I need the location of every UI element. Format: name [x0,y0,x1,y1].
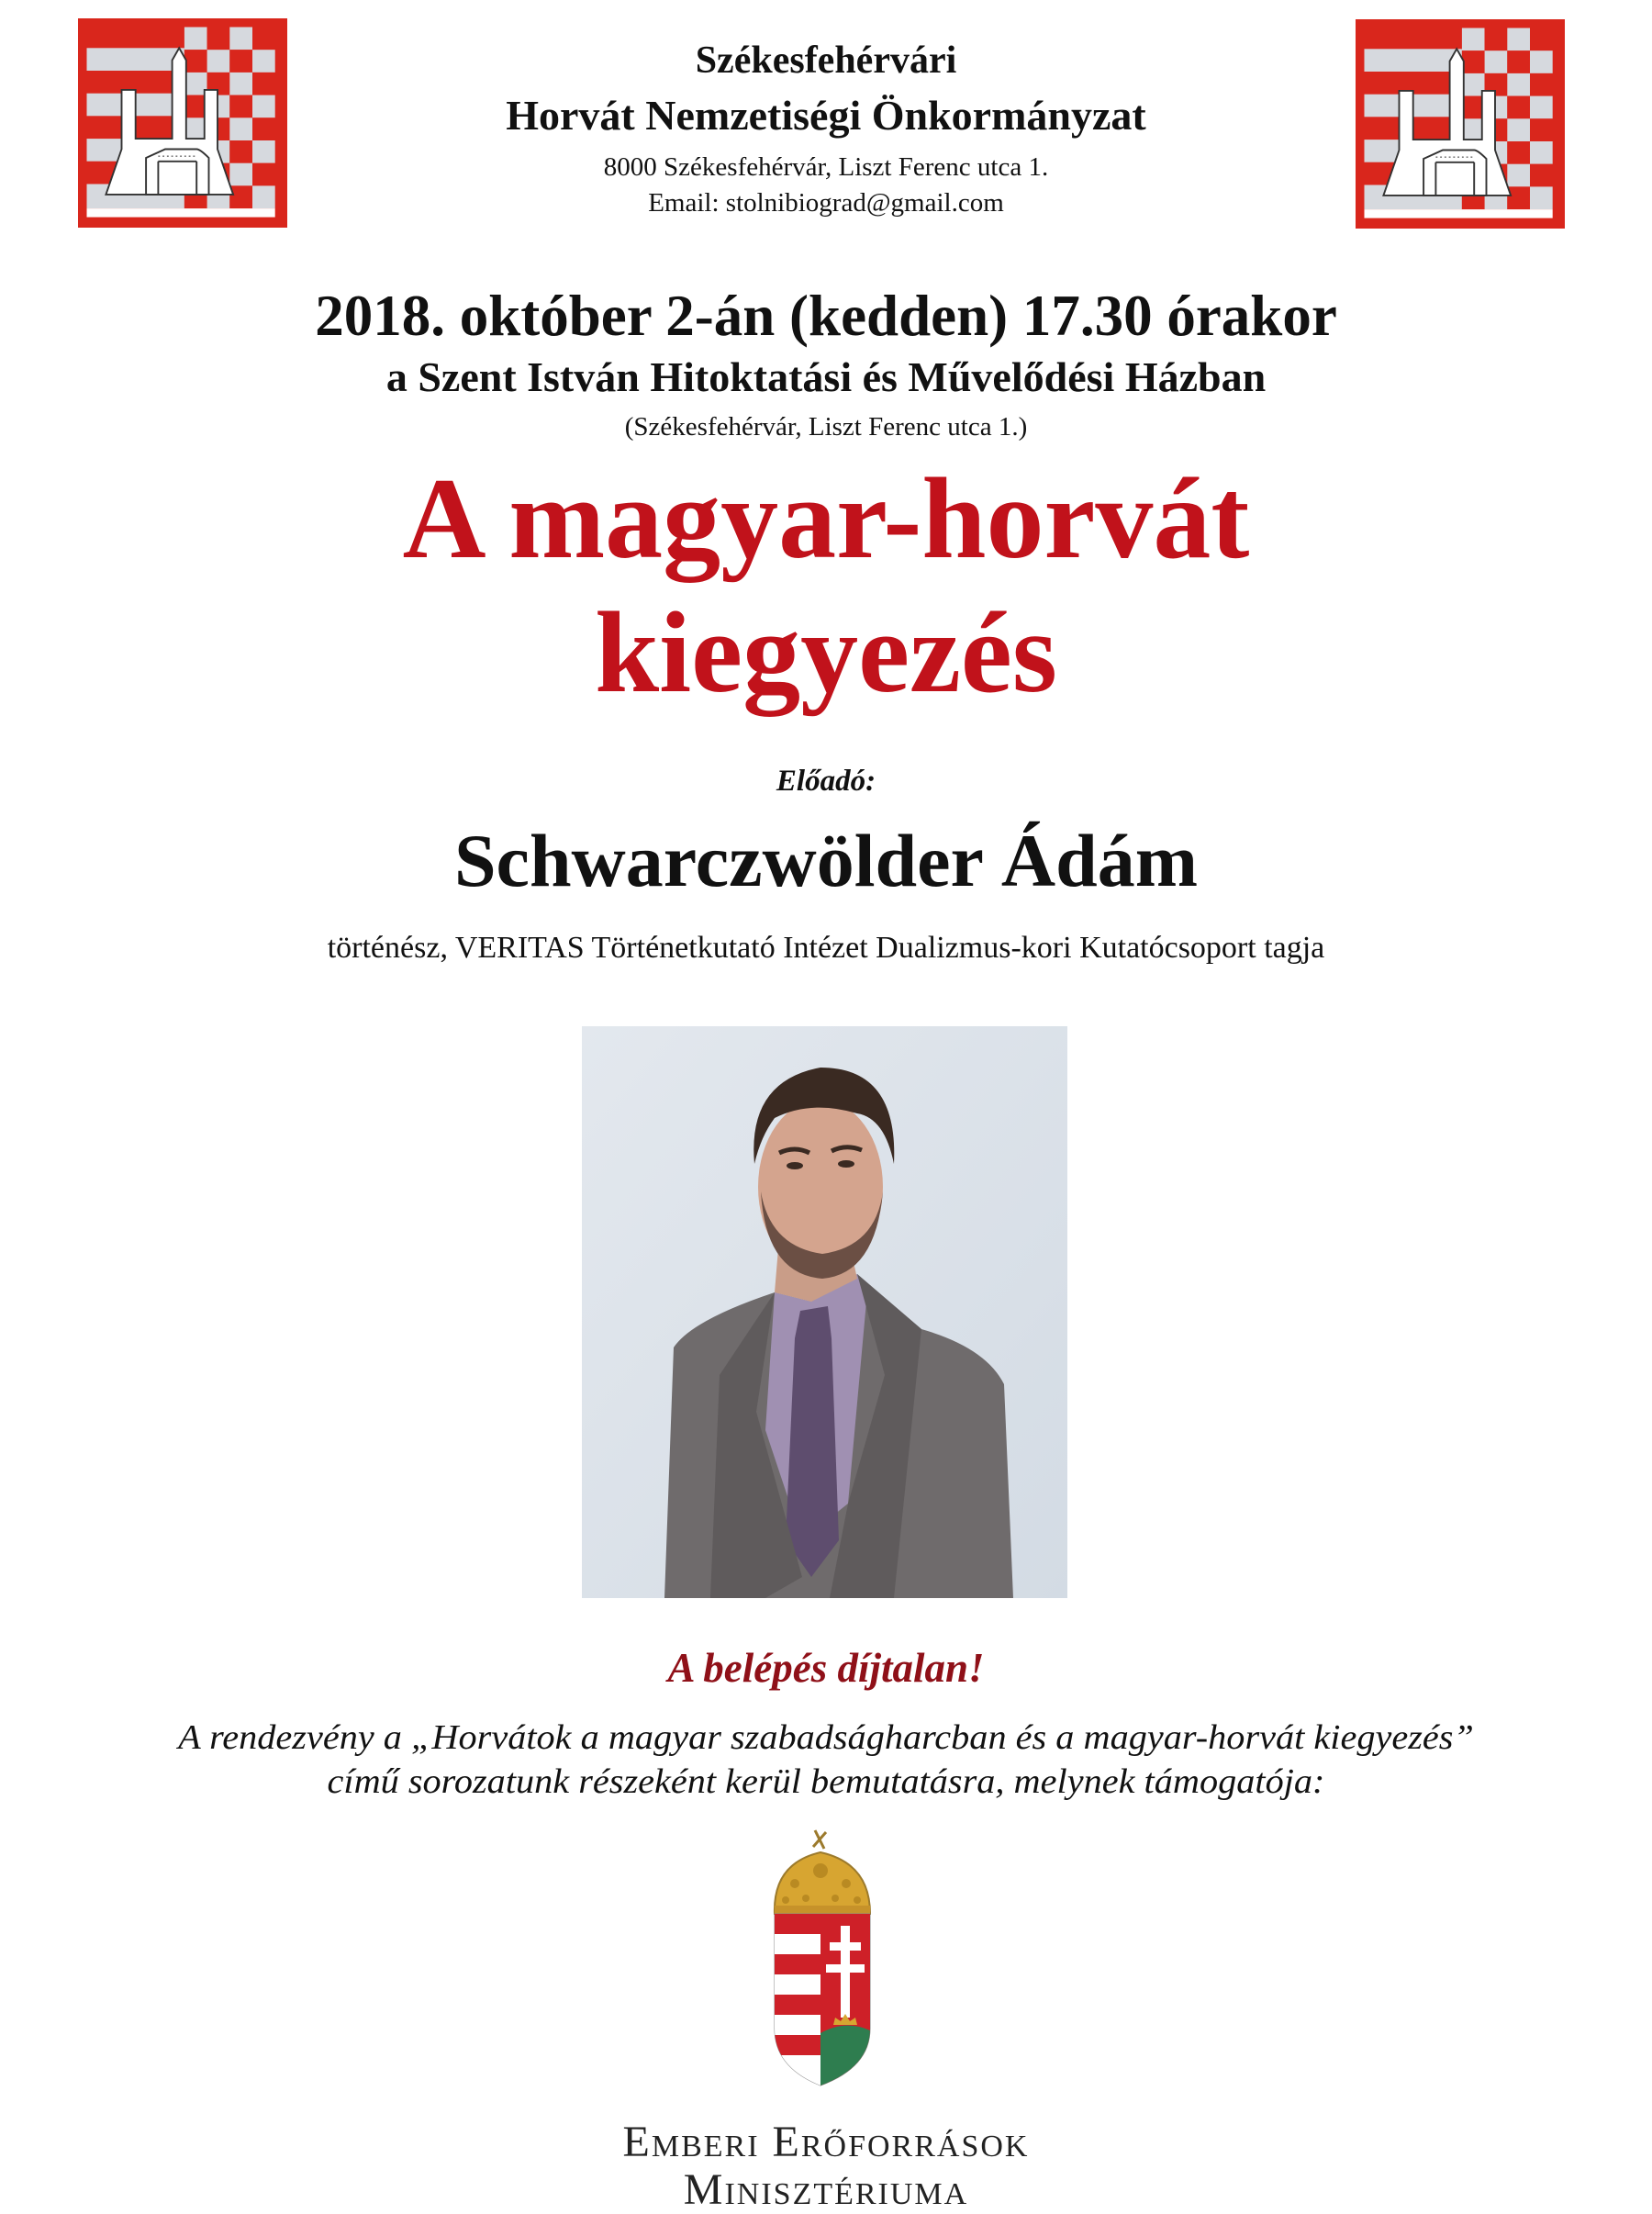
free-admission-notice: A belépés díjtalan! [667,1645,985,1691]
series-description-line-2: című sorozatunk részeként kerül bemutatásra, melynek támogatója: [327,1762,1325,1801]
event-venue: a Szent István Hitoktatási és Művelődési Házban [385,353,1267,400]
sponsor-name-line-1: Emberi Erőforrások [622,2118,1030,2166]
event-date-time: 2018. október 2-án (kedden) 17.30 órakor [315,284,1337,348]
hungarian-coat-of-arms-icon [758,1827,887,2093]
presenter-role: történész, VERITAS Történetkutató Intézet Dualizmus-kori Kutatócsoport tagja [327,931,1325,965]
org-email: Email: stolnibiograd@gmail.com [648,188,1004,218]
presenter-portrait-icon [582,1026,1067,1598]
sponsor-emblem [758,1827,887,2093]
series-description-line-1: A rendezvény a „Horvátok a magyar szabadságharcban és a magyar-horvát kiegyezés” [178,1718,1474,1757]
org-name-line-1: Székesfehérvári [695,39,957,82]
presenter-name: Schwarczwölder Ádám [453,819,1199,902]
presenter-label: Előadó: [776,765,876,798]
org-address: 8000 Székesfehérvár, Liszt Ferenc utca 1. [603,152,1049,182]
sponsor-name-line-2: Minisztériuma [683,2165,969,2214]
presenter-photo [582,1026,1067,1598]
org-name-line-2: Horvát Nemzetiségi Önkormányzat [506,92,1146,139]
lecture-title-line-2: kiegyezés [595,589,1057,717]
event-venue-address: (Székesfehérvár, Liszt Ferenc utca 1.) [624,412,1028,442]
lecture-title-line-1: A magyar-horvát [402,455,1250,583]
